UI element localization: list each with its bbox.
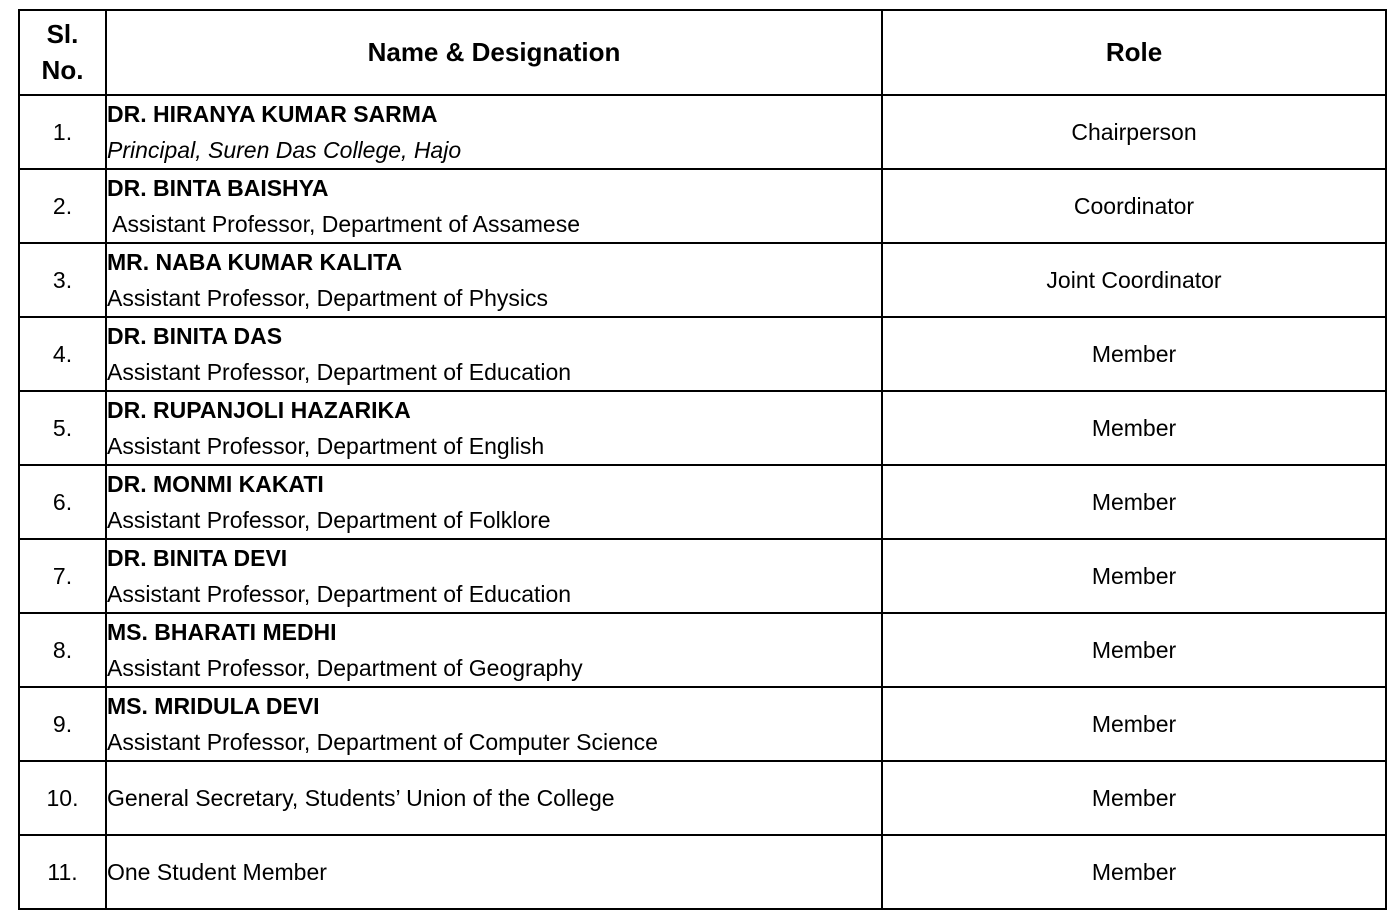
row-sl-no: 8. [19, 613, 106, 687]
header-sl-no [19, 10, 106, 95]
table-row [19, 169, 1386, 243]
row-sl-no: 1. [19, 95, 106, 169]
row-role: Member [882, 687, 1386, 761]
row-sl-no: 2. [19, 169, 106, 243]
row-role: Member [882, 391, 1386, 465]
row-name-designation [106, 95, 882, 169]
header-name-designation: Name & Designation [106, 10, 882, 95]
row-role: Member [882, 539, 1386, 613]
row-name-designation [106, 613, 882, 687]
header-role: Role [882, 10, 1386, 95]
table-row [19, 539, 1386, 613]
person-designation: Assistant Professor, Department of Education [107, 359, 572, 385]
person-name: DR. HIRANYA KUMAR SARMA [107, 101, 438, 127]
person-name: DR. BINTA BAISHYA [107, 175, 329, 201]
row-name-designation [106, 391, 882, 465]
person-designation: Assistant Professor, Department of Assamese [107, 211, 580, 237]
row-description: One Student Member [107, 859, 327, 885]
row-sl-no: 5. [19, 391, 106, 465]
table-row [19, 95, 1386, 169]
row-role: Member [882, 761, 1386, 835]
person-designation: Assistant Professor, Department of Computer Science [107, 729, 658, 755]
row-role: Coordinator [882, 169, 1386, 243]
person-name: DR. MONMI KAKATI [107, 471, 324, 497]
row-sl-no: 3. [19, 243, 106, 317]
row-name-designation [106, 835, 882, 909]
person-name: MR. NABA KUMAR KALITA [107, 249, 403, 275]
table-row [19, 243, 1386, 317]
table-row [19, 835, 1386, 909]
person-name: DR. RUPANJOLI HAZARIKA [107, 397, 411, 423]
person-designation: Assistant Professor, Department of Education [107, 581, 572, 607]
table-row [19, 391, 1386, 465]
row-role: Joint Coordinator [882, 243, 1386, 317]
person-designation: Assistant Professor, Department of Physics [107, 285, 549, 311]
row-role: Member [882, 613, 1386, 687]
person-name: MS. MRIDULA DEVI [107, 693, 320, 719]
header-row [19, 10, 1386, 95]
person-designation: Assistant Professor, Department of English [107, 433, 545, 459]
row-sl-no: 10. [19, 761, 106, 835]
row-name-designation [106, 761, 882, 835]
person-name: DR. BINITA DAS [107, 323, 283, 349]
row-name-designation [106, 465, 882, 539]
committee-table [18, 9, 1387, 910]
table-row [19, 613, 1386, 687]
row-name-designation [106, 687, 882, 761]
table-row [19, 761, 1386, 835]
row-role: Member [882, 835, 1386, 909]
row-name-designation [106, 243, 882, 317]
row-sl-no: 6. [19, 465, 106, 539]
row-role: Member [882, 317, 1386, 391]
row-sl-no: 11. [19, 835, 106, 909]
row-description: General Secretary, Students’ Union of the College [107, 785, 615, 811]
person-designation: Assistant Professor, Department of Folklore [107, 507, 551, 533]
person-name: MS. BHARATI MEDHI [107, 619, 337, 645]
row-name-designation [106, 539, 882, 613]
row-sl-no: 7. [19, 539, 106, 613]
person-designation: Assistant Professor, Department of Geography [107, 655, 583, 681]
person-name: DR. BINITA DEVI [107, 545, 288, 571]
row-role: Member [882, 465, 1386, 539]
table-row [19, 687, 1386, 761]
row-sl-no: 4. [19, 317, 106, 391]
row-name-designation [106, 169, 882, 243]
table-row [19, 317, 1386, 391]
table-row [19, 465, 1386, 539]
person-designation: Principal, Suren Das College, Hajo [107, 137, 462, 163]
row-role: Chairperson [882, 95, 1386, 169]
header-sl-no-text: Sl. No. [41, 19, 84, 85]
row-name-designation [106, 317, 882, 391]
row-sl-no: 9. [19, 687, 106, 761]
